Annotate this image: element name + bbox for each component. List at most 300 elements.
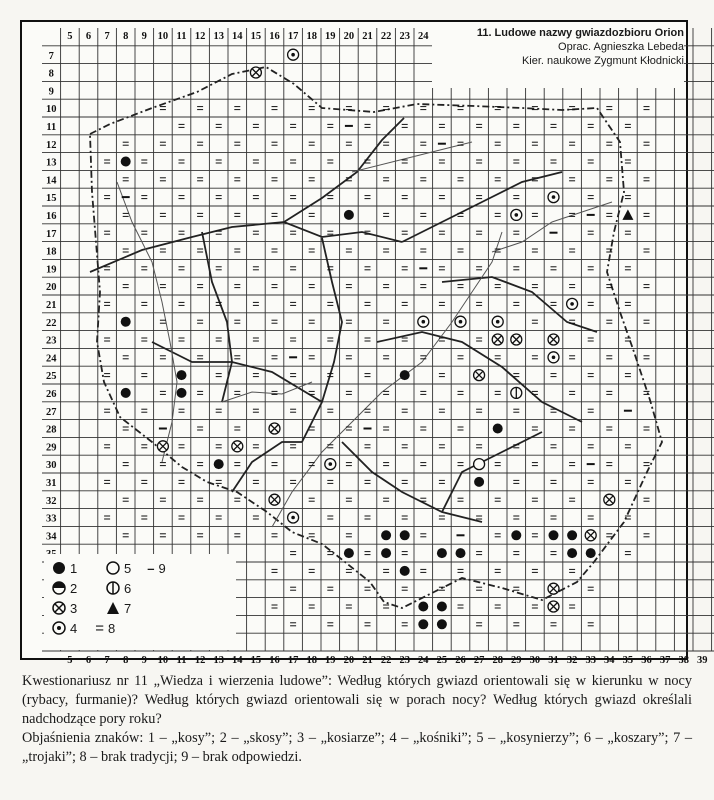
no-tradition-mark bbox=[569, 463, 575, 466]
no-tradition-mark bbox=[309, 356, 315, 359]
kosy-marker bbox=[381, 548, 391, 558]
no-tradition-mark bbox=[569, 320, 575, 323]
kosy-marker bbox=[400, 566, 410, 576]
no-tradition-mark bbox=[644, 178, 650, 181]
column-label-top: 16 bbox=[269, 31, 280, 42]
no-tradition-mark bbox=[420, 249, 426, 252]
no-tradition-mark bbox=[327, 302, 333, 305]
kosy-marker bbox=[121, 157, 131, 167]
no-tradition-mark bbox=[234, 498, 240, 501]
no-tradition-mark bbox=[383, 213, 389, 216]
no-tradition-mark bbox=[606, 213, 612, 216]
no-tradition-mark bbox=[234, 178, 240, 181]
no-tradition-mark bbox=[234, 534, 240, 537]
no-tradition-mark bbox=[402, 160, 408, 163]
no-tradition-mark bbox=[104, 338, 110, 341]
no-tradition-mark bbox=[197, 463, 203, 466]
no-tradition-mark bbox=[272, 178, 278, 181]
column-label-bottom: 7 bbox=[104, 655, 110, 666]
kosiarze-marker bbox=[232, 441, 243, 452]
no-tradition-mark bbox=[272, 142, 278, 145]
no-tradition-mark bbox=[606, 107, 612, 110]
no-tradition-mark bbox=[160, 142, 166, 145]
no-tradition-mark bbox=[104, 231, 110, 234]
no-tradition-mark bbox=[179, 160, 185, 163]
column-label-bottom: 12 bbox=[194, 655, 206, 666]
row-label-left: 25 bbox=[46, 371, 57, 383]
no-tradition-mark bbox=[569, 142, 575, 145]
column-label-top: 13 bbox=[213, 31, 224, 42]
no-tradition-mark bbox=[532, 534, 538, 537]
no-tradition-mark bbox=[420, 142, 426, 145]
row-label-left: 28 bbox=[46, 424, 57, 436]
no-tradition-mark bbox=[495, 285, 501, 288]
no-tradition-mark bbox=[383, 605, 389, 608]
row-label-left: 21 bbox=[46, 300, 57, 311]
no-tradition-mark bbox=[216, 409, 222, 412]
column-label-bottom: 27 bbox=[473, 655, 485, 666]
no-tradition-mark bbox=[625, 374, 631, 377]
legend-item-4 bbox=[52, 620, 115, 636]
no-tradition-mark bbox=[495, 498, 501, 501]
legend-label: 5 bbox=[124, 560, 132, 576]
kosy-marker bbox=[177, 370, 187, 380]
no-tradition-mark bbox=[625, 267, 631, 270]
no-tradition-mark bbox=[234, 107, 240, 110]
no-tradition-mark bbox=[234, 463, 240, 466]
no-tradition-mark bbox=[123, 463, 129, 466]
column-label-bottom: 18 bbox=[306, 655, 317, 666]
no-tradition-mark bbox=[569, 285, 575, 288]
no-tradition-mark bbox=[439, 445, 445, 448]
column-label-top: 20 bbox=[343, 31, 355, 42]
no-tradition-mark bbox=[123, 213, 129, 216]
no-tradition-mark bbox=[402, 124, 408, 127]
river bbox=[222, 382, 312, 402]
no-tradition-mark bbox=[476, 552, 482, 555]
no-tradition-mark bbox=[569, 391, 575, 394]
no-tradition-mark bbox=[588, 516, 594, 519]
row-label-left: 30 bbox=[46, 460, 57, 472]
no-tradition-mark bbox=[551, 267, 557, 270]
no-tradition-mark bbox=[495, 569, 501, 572]
no-tradition-mark bbox=[216, 445, 222, 448]
kosy-marker bbox=[381, 530, 391, 540]
column-label-top: 15 bbox=[250, 31, 262, 42]
no-tradition-mark bbox=[141, 196, 147, 199]
legend-label: 9 bbox=[158, 560, 166, 576]
no-tradition-mark bbox=[439, 480, 445, 483]
no-tradition-mark bbox=[290, 302, 296, 305]
open-circle-icon bbox=[106, 561, 120, 575]
no-tradition-mark bbox=[402, 516, 408, 519]
row-label-left: 22 bbox=[46, 317, 57, 329]
kosy-marker bbox=[400, 530, 410, 540]
no-tradition-mark bbox=[309, 320, 315, 323]
kosy-marker bbox=[474, 477, 484, 487]
no-tradition-mark bbox=[551, 124, 557, 127]
no-tradition-mark bbox=[495, 463, 501, 466]
no-tradition-mark bbox=[532, 320, 538, 323]
kosy-marker bbox=[511, 530, 521, 540]
no-tradition-mark bbox=[383, 320, 389, 323]
no-tradition-mark bbox=[290, 552, 296, 555]
no-tradition-mark bbox=[476, 124, 482, 127]
no-tradition-mark bbox=[402, 196, 408, 199]
column-label-bottom: 29 bbox=[511, 655, 522, 666]
no-tradition-mark bbox=[420, 427, 426, 430]
no-tradition-mark bbox=[123, 249, 129, 252]
kosniki-marker bbox=[548, 352, 559, 363]
no-tradition-mark bbox=[458, 107, 464, 110]
no-tradition-mark bbox=[402, 409, 408, 412]
no-tradition-mark bbox=[197, 249, 203, 252]
kosiarze-marker bbox=[492, 334, 503, 345]
no-tradition-mark bbox=[644, 391, 650, 394]
no-tradition-mark bbox=[141, 160, 147, 163]
internal-border bbox=[302, 238, 342, 442]
no-tradition-mark bbox=[141, 338, 147, 341]
no-tradition-mark bbox=[365, 516, 371, 519]
no-tradition-mark bbox=[439, 124, 445, 127]
no-tradition-mark bbox=[327, 409, 333, 412]
row-label-left: 26 bbox=[46, 389, 57, 400]
no-tradition-mark bbox=[458, 463, 464, 466]
row-label-left: 10 bbox=[46, 104, 57, 116]
no-tradition-mark bbox=[179, 338, 185, 341]
no-tradition-mark bbox=[402, 338, 408, 341]
kosniki-marker bbox=[492, 316, 503, 327]
no-tradition-mark bbox=[625, 338, 631, 341]
no-tradition-mark bbox=[588, 196, 594, 199]
no-tradition-mark bbox=[551, 409, 557, 412]
column-label-bottom: 38 bbox=[678, 655, 689, 666]
column-label-top: 21 bbox=[362, 31, 373, 42]
no-tradition-mark bbox=[383, 356, 389, 359]
column-label-bottom: 32 bbox=[566, 655, 578, 666]
no-tradition-mark bbox=[272, 605, 278, 608]
legend-item-6 bbox=[106, 580, 131, 596]
no-tradition-mark bbox=[606, 463, 612, 466]
no-tradition-mark bbox=[606, 178, 612, 181]
no-tradition-mark bbox=[495, 213, 501, 216]
column-label-top: 9 bbox=[141, 31, 147, 42]
row-label-left: 31 bbox=[46, 478, 57, 489]
no-tradition-mark bbox=[532, 463, 538, 466]
no-tradition-mark bbox=[309, 178, 315, 181]
no-tradition-mark bbox=[160, 534, 166, 537]
no-tradition-mark bbox=[253, 409, 259, 412]
no-tradition-mark bbox=[346, 320, 352, 323]
no-tradition-mark bbox=[141, 302, 147, 305]
column-label-bottom: 33 bbox=[585, 655, 596, 666]
row-label-left: 7 bbox=[48, 50, 54, 62]
no-tradition-mark bbox=[439, 160, 445, 163]
no-tradition-mark bbox=[439, 196, 445, 199]
no-tradition-mark bbox=[141, 231, 147, 234]
no-tradition-mark bbox=[272, 213, 278, 216]
no-tradition-mark bbox=[402, 267, 408, 270]
filled-circle-icon bbox=[52, 561, 66, 575]
no-tradition-mark bbox=[104, 445, 110, 448]
no-tradition-mark bbox=[383, 498, 389, 501]
no-tradition-mark bbox=[290, 374, 296, 377]
no-tradition-mark bbox=[513, 231, 519, 234]
no-tradition-mark bbox=[309, 605, 315, 608]
no-tradition-mark bbox=[606, 391, 612, 394]
caption bbox=[22, 672, 692, 767]
no-tradition-mark bbox=[402, 445, 408, 448]
no-tradition-mark bbox=[197, 320, 203, 323]
no-tradition-mark bbox=[495, 391, 501, 394]
row-label-left: 29 bbox=[46, 442, 57, 454]
legend-label: 8 bbox=[108, 620, 116, 636]
no-tradition-mark bbox=[179, 302, 185, 305]
half-circle-icon bbox=[52, 581, 66, 595]
column-label-bottom: 24 bbox=[418, 655, 429, 666]
no-tradition-mark bbox=[123, 427, 129, 430]
no-tradition-mark bbox=[290, 196, 296, 199]
trojaki-marker bbox=[622, 209, 633, 220]
no-tradition-mark bbox=[327, 160, 333, 163]
column-label-top: 18 bbox=[306, 31, 317, 42]
kosy-marker bbox=[437, 602, 447, 612]
river bbox=[352, 142, 472, 172]
no-tradition-mark bbox=[216, 196, 222, 199]
no-tradition-mark bbox=[532, 249, 538, 252]
no-tradition-mark bbox=[402, 552, 408, 555]
no-tradition-mark bbox=[346, 391, 352, 394]
column-label-bottom: 35 bbox=[622, 655, 634, 666]
no-tradition-mark bbox=[532, 498, 538, 501]
row-label-left: 9 bbox=[48, 86, 54, 98]
internal-border bbox=[90, 222, 402, 272]
no-tradition-mark bbox=[625, 160, 631, 163]
no-tradition-mark bbox=[123, 498, 129, 501]
no-tradition-mark bbox=[365, 374, 371, 377]
column-label-top: 10 bbox=[157, 31, 169, 42]
kosy-marker bbox=[418, 619, 428, 629]
no-tradition-mark bbox=[551, 552, 557, 555]
no-tradition-mark bbox=[346, 569, 352, 572]
no-tradition-mark bbox=[141, 480, 147, 483]
no-tradition-mark bbox=[551, 302, 557, 305]
no-tradition-mark bbox=[513, 267, 519, 270]
column-label-top: 19 bbox=[325, 31, 336, 42]
internal-border bbox=[442, 432, 542, 512]
no-tradition-mark bbox=[588, 267, 594, 270]
row-label-left: 20 bbox=[46, 282, 57, 294]
kosniki-marker bbox=[567, 298, 578, 309]
no-tradition-mark bbox=[290, 587, 296, 590]
no-tradition-mark bbox=[309, 463, 315, 466]
no-tradition-mark bbox=[569, 178, 575, 181]
no-tradition-mark bbox=[476, 267, 482, 270]
no-tradition-mark bbox=[104, 267, 110, 270]
no-tradition-mark bbox=[346, 605, 352, 608]
no-tradition-mark bbox=[216, 480, 222, 483]
no-tradition-mark bbox=[495, 534, 501, 537]
no-tradition-mark bbox=[216, 374, 222, 377]
no-tradition-mark bbox=[123, 178, 129, 181]
no-tradition-mark bbox=[141, 374, 147, 377]
no-tradition-mark bbox=[160, 178, 166, 181]
kosiarze-marker bbox=[511, 334, 522, 345]
no-tradition-mark bbox=[532, 427, 538, 430]
kosy-marker bbox=[177, 388, 187, 398]
no-tradition-mark bbox=[420, 285, 426, 288]
row-label-left: 12 bbox=[46, 139, 57, 151]
column-label-bottom: 13 bbox=[213, 655, 224, 666]
no-tradition-mark bbox=[458, 605, 464, 608]
no-tradition-mark bbox=[234, 285, 240, 288]
kosy-marker bbox=[549, 530, 559, 540]
no-tradition-mark bbox=[606, 320, 612, 323]
crossed-circle-icon bbox=[52, 601, 66, 615]
no-tradition-mark bbox=[365, 302, 371, 305]
no-tradition-mark bbox=[588, 124, 594, 127]
kosy-marker bbox=[214, 459, 224, 469]
no-tradition-mark bbox=[588, 409, 594, 412]
river bbox=[492, 202, 612, 252]
legend bbox=[44, 554, 236, 650]
legend-label: 6 bbox=[124, 580, 132, 596]
no-tradition-mark bbox=[365, 552, 371, 555]
no-tradition-mark bbox=[588, 374, 594, 377]
kosniki-marker bbox=[455, 316, 466, 327]
row-label-left: 11 bbox=[46, 122, 57, 133]
no-tradition-mark bbox=[644, 498, 650, 501]
legend-item-2 bbox=[52, 580, 77, 596]
no-tradition-mark bbox=[476, 409, 482, 412]
column-label-bottom: 9 bbox=[141, 655, 147, 666]
no-tradition-mark bbox=[402, 623, 408, 626]
no-tradition-mark bbox=[644, 534, 650, 537]
no-tradition-mark bbox=[495, 142, 501, 145]
kosy-marker bbox=[418, 602, 428, 612]
no-tradition-mark bbox=[513, 587, 519, 590]
map-supervisor: Kier. naukowe Zygmunt Kłodnicki bbox=[521, 55, 684, 67]
no-tradition-mark bbox=[327, 124, 333, 127]
kosniki-marker bbox=[548, 192, 559, 203]
single-dash-icon: – bbox=[147, 560, 155, 576]
legend-item-5 bbox=[106, 560, 166, 576]
kosniki-marker bbox=[511, 209, 522, 220]
no-tradition-mark bbox=[179, 409, 185, 412]
no-tradition-mark bbox=[290, 623, 296, 626]
no-tradition-mark bbox=[309, 391, 315, 394]
legend-item-7 bbox=[106, 600, 131, 616]
no-tradition-mark bbox=[141, 267, 147, 270]
column-label-bottom: 39 bbox=[697, 655, 708, 666]
no-tradition-mark bbox=[160, 249, 166, 252]
no-tradition-mark bbox=[644, 142, 650, 145]
column-label-top: 24 bbox=[418, 31, 429, 42]
no-tradition-mark bbox=[309, 498, 315, 501]
no-tradition-mark bbox=[160, 463, 166, 466]
no-tradition-mark bbox=[216, 267, 222, 270]
kosiarze-marker bbox=[548, 334, 559, 345]
no-tradition-mark bbox=[606, 534, 612, 537]
legend-item-1 bbox=[52, 560, 77, 576]
kosy-marker bbox=[567, 548, 577, 558]
no-tradition-mark bbox=[420, 534, 426, 537]
no-tradition-mark bbox=[644, 285, 650, 288]
no-tradition-mark bbox=[458, 569, 464, 572]
no-tradition-mark bbox=[513, 374, 519, 377]
no-tradition-mark bbox=[253, 445, 259, 448]
no-tradition-mark bbox=[104, 409, 110, 412]
no-tradition-mark bbox=[476, 587, 482, 590]
kosy-marker bbox=[437, 619, 447, 629]
no-tradition-mark bbox=[551, 160, 557, 163]
no-tradition-mark bbox=[383, 249, 389, 252]
column-label-top: 17 bbox=[287, 31, 299, 42]
no-tradition-mark bbox=[141, 516, 147, 519]
no-tradition-mark bbox=[644, 463, 650, 466]
column-label-bottom: 20 bbox=[343, 655, 355, 666]
column-label-bottom: 8 bbox=[123, 655, 129, 666]
no-tradition-mark bbox=[272, 356, 278, 359]
row-label-left: 16 bbox=[46, 211, 57, 222]
kosy-marker bbox=[400, 370, 410, 380]
no-tradition-mark bbox=[197, 142, 203, 145]
no-tradition-mark bbox=[253, 480, 259, 483]
kosy-marker bbox=[456, 548, 466, 558]
kosiarze-marker bbox=[474, 370, 485, 381]
no-tradition-mark bbox=[458, 498, 464, 501]
kosniki-marker bbox=[288, 512, 299, 523]
no-tradition-mark bbox=[141, 409, 147, 412]
no-tradition-mark bbox=[420, 213, 426, 216]
row-label-left: 27 bbox=[46, 406, 57, 418]
no-tradition-mark bbox=[327, 623, 333, 626]
column-label-bottom: 26 bbox=[455, 655, 466, 666]
no-tradition-mark bbox=[625, 445, 631, 448]
kosniki-marker bbox=[418, 316, 429, 327]
no-tradition-mark bbox=[216, 160, 222, 163]
no-tradition-mark bbox=[253, 374, 259, 377]
no-tradition-mark bbox=[383, 427, 389, 430]
no-tradition-mark bbox=[104, 160, 110, 163]
column-label-bottom: 6 bbox=[85, 655, 92, 666]
kosiarze-marker bbox=[269, 494, 280, 505]
no-tradition-mark bbox=[532, 142, 538, 145]
column-label-bottom: 30 bbox=[529, 655, 541, 666]
no-tradition-mark bbox=[439, 302, 445, 305]
no-tradition-mark bbox=[644, 427, 650, 430]
no-tradition-mark bbox=[513, 552, 519, 555]
no-tradition-mark bbox=[495, 605, 501, 608]
no-tradition-mark bbox=[476, 516, 482, 519]
no-tradition-mark bbox=[458, 213, 464, 216]
no-tradition-mark bbox=[234, 320, 240, 323]
no-tradition-mark bbox=[141, 445, 147, 448]
no-tradition-mark bbox=[346, 142, 352, 145]
kosy-marker bbox=[344, 548, 354, 558]
no-tradition-mark bbox=[327, 231, 333, 234]
no-tradition-mark bbox=[588, 302, 594, 305]
no-tradition-mark bbox=[253, 267, 259, 270]
column-label-top: 22 bbox=[380, 31, 392, 42]
legend-item-3 bbox=[52, 600, 77, 616]
no-tradition-mark bbox=[160, 498, 166, 501]
no-tradition-mark bbox=[197, 107, 203, 110]
no-tradition-mark bbox=[197, 391, 203, 394]
no-tradition-mark bbox=[179, 445, 185, 448]
no-tradition-mark bbox=[234, 142, 240, 145]
no-tradition-mark bbox=[272, 107, 278, 110]
